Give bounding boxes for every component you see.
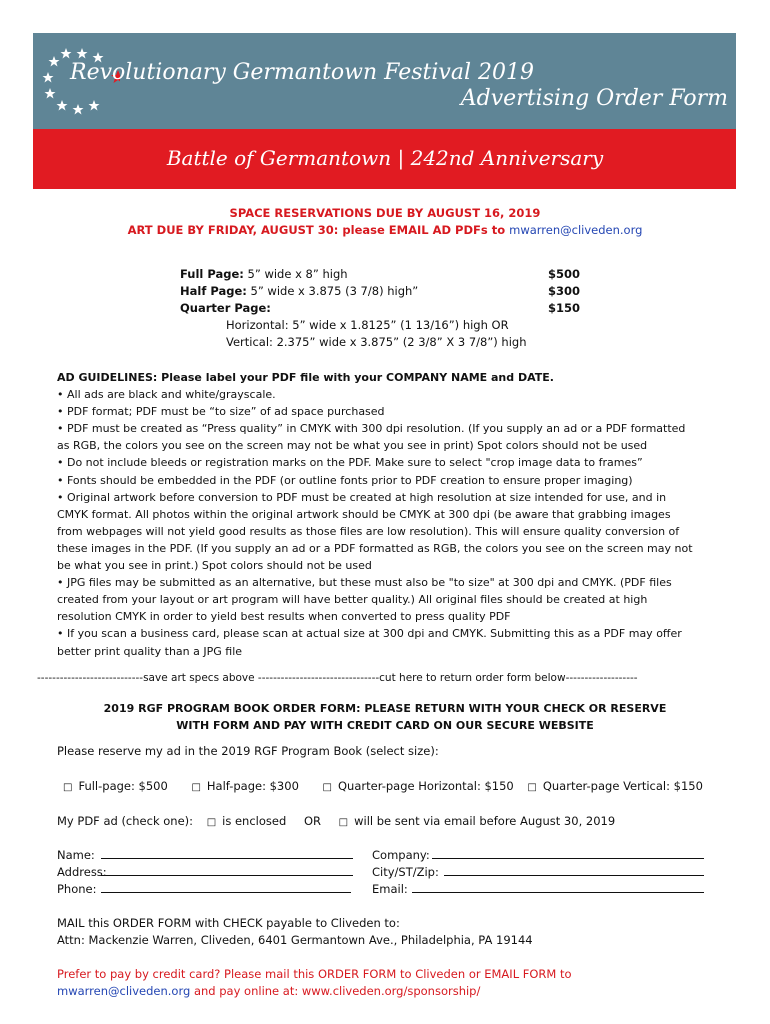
size-row-quarter xyxy=(180,300,580,317)
pdf-prompt: My PDF ad (check one): xyxy=(57,814,194,828)
size-row-quarter-horizontal: Horizontal: 5” wide x 1.8125” (1 13/16”) high OR xyxy=(226,318,509,332)
reserve-prompt: Please reserve my ad in the 2019 RGF Program Book (select size): xyxy=(57,744,439,758)
field-label: Address: xyxy=(57,865,107,879)
option-label: will be sent via email before August 30, 2019 xyxy=(354,814,616,828)
star-icon xyxy=(89,100,100,111)
checkbox[interactable]: □ xyxy=(206,817,217,828)
guideline-item: • Fonts should be embedded in the PDF (or outline fonts prior to PDF creation to ensure proper imaging) xyxy=(57,473,633,487)
field-label: Email: xyxy=(372,882,408,896)
cut-line: ----------------------------save art specs above --------------------------------cut here to return order form below------------------- xyxy=(37,672,638,684)
email-field[interactable] xyxy=(372,881,704,898)
size-option-full[interactable] xyxy=(63,779,168,793)
address-field[interactable] xyxy=(57,864,353,881)
option-label: Half-page: $300 xyxy=(206,779,299,793)
guideline-item: • JPG files may be submitted as an alternative, but these must also be "to size" at 300 dpi and CMYK. (PDF files created from your layout or art program will have better quality.) All original files should be created at high resolution CMYK in order to yield best results when converted to press quality PDF xyxy=(57,576,672,624)
star-icon xyxy=(61,48,72,59)
checkbox[interactable]: □ xyxy=(63,782,73,793)
form-title: Advertising Order Form xyxy=(460,86,728,111)
pdf-delivery-row xyxy=(57,814,615,828)
star-icon xyxy=(57,100,68,111)
option-label: Quarter-page Vertical: $150 xyxy=(542,779,703,793)
order-form-heading-line: 2019 RGF PROGRAM BOOK ORDER FORM: PLEASE RETURN WITH YOUR CHECK OR RESERVE xyxy=(103,702,667,715)
company-blank[interactable] xyxy=(432,848,704,859)
mail-line: MAIL this ORDER FORM with CHECK payable to Cliveden to: xyxy=(57,916,400,930)
pdf-or: OR xyxy=(303,814,321,828)
mail-address: Attn: Mackenzie Warren, Cliveden, 6401 Germantown Ave., Philadelphia, PA 19144 xyxy=(57,933,533,947)
option-label: Full-page: $500 xyxy=(78,779,168,793)
art-deadline-text: ART DUE BY FRIDAY, AUGUST 30: please EMAIL AD PDFs to xyxy=(127,223,510,237)
field-label: Phone: xyxy=(57,882,97,896)
anniversary-subtitle: Battle of Germantown | 242nd Anniversary xyxy=(166,146,604,170)
checkbox[interactable]: □ xyxy=(191,782,201,793)
size-option-quarter-vertical[interactable] xyxy=(527,779,703,793)
order-form-heading-line: WITH FORM AND PAY WITH CREDIT CARD ON OUR SECURE WEBSITE xyxy=(176,719,594,732)
size-row-half xyxy=(180,283,580,300)
art-deadline xyxy=(0,222,770,239)
size-label: Full Page: xyxy=(180,267,244,281)
guideline-item: • PDF must be created as “Press quality” in CMYK with 300 dpi resolution. (If you supply an ad or a PDF formatted as RGB, the colors you see on the screen may not be what you see in print) Spot colors should not be used xyxy=(57,422,686,453)
field-label: Company: xyxy=(372,848,430,862)
size-price: $150 xyxy=(547,301,580,315)
guidelines-heading: AD GUIDELINES: Please label your PDF file with your COMPANY NAME and DATE. xyxy=(57,371,554,384)
size-row-full xyxy=(180,266,580,283)
credit-email-link[interactable]: mwarren@cliveden.org xyxy=(57,984,191,998)
checkbox[interactable]: □ xyxy=(527,782,537,793)
credit-line: Prefer to pay by credit card? Please mail this ORDER FORM to Cliveden or EMAIL FORM to xyxy=(57,967,572,981)
mail-instructions xyxy=(57,915,533,949)
star-icon xyxy=(43,72,54,83)
city-state-zip-field[interactable] xyxy=(372,864,704,881)
contact-fields-left xyxy=(57,847,353,898)
size-options xyxy=(63,779,703,793)
guideline-item: • Do not include bleeds or registration marks on the PDF. Make sure to select "crop image data to frames” xyxy=(57,456,643,470)
field-label: Name: xyxy=(57,848,95,862)
deadlines xyxy=(0,205,770,239)
field-label: City/ST/Zip: xyxy=(372,865,439,879)
size-option-half[interactable] xyxy=(191,779,298,793)
guideline-item: • PDF format; PDF must be “to size” of ad space purchased xyxy=(57,405,385,419)
option-label: is enclosed xyxy=(222,814,287,828)
star-icon xyxy=(73,104,84,115)
phone-field[interactable] xyxy=(57,881,353,898)
space-deadline: SPACE RESERVATIONS DUE BY AUGUST 16, 2019 xyxy=(229,206,541,220)
name-blank[interactable] xyxy=(101,848,353,859)
credit-mid-text: and pay online at: xyxy=(190,984,302,998)
address-blank[interactable] xyxy=(101,865,353,876)
guideline-item: • All ads are black and white/grayscale. xyxy=(57,388,276,402)
ad-guidelines xyxy=(57,369,699,660)
guideline-item: • If you scan a business card, please scan at actual size at 300 dpi and CMYK. Submitting this as a PDF may offer better print quality than a JPG file xyxy=(57,627,682,658)
contact-fields-right xyxy=(372,847,704,898)
name-field[interactable] xyxy=(57,847,353,864)
checkbox[interactable]: □ xyxy=(338,817,349,828)
ad-size-list xyxy=(180,266,580,351)
pdf-option-email[interactable] xyxy=(339,814,616,828)
size-option-quarter-horizontal[interactable] xyxy=(323,779,514,793)
star-icon xyxy=(45,88,56,99)
pdf-option-enclosed[interactable] xyxy=(207,814,287,828)
credit-card-note xyxy=(57,966,572,1000)
size-dims: 5” wide x 8” high xyxy=(243,267,348,281)
star-icon xyxy=(49,56,60,67)
guideline-item: • Original artwork before conversion to PDF must be created at high resolution at size intended for use, and in CMYK format. All photos within the original artwork should be CMYK at 300 dpi (be aware that grabbing images from webpages will not yield good results as those files are low resolution). This will ensure quality conversion of these images in the PDF. (If you supply an ad or a PDF formatted as RGB, the colors you see on the screen may not be what you see in print.) Spot colors should not be used xyxy=(57,490,693,573)
sponsorship-url-link[interactable]: www.cliveden.org/sponsorship/ xyxy=(301,984,481,998)
phone-blank[interactable] xyxy=(101,882,351,893)
size-price: $500 xyxy=(547,267,580,281)
star-icon xyxy=(77,48,88,59)
art-email-link[interactable]: mwarren@cliveden.org xyxy=(509,223,643,237)
company-field[interactable] xyxy=(372,847,704,864)
email-blank[interactable] xyxy=(412,882,704,893)
credit-line-2 xyxy=(57,983,572,1000)
checkbox[interactable]: □ xyxy=(322,782,332,793)
city-blank[interactable] xyxy=(444,865,704,876)
festival-title: Revolutionary Germantown Festival 2019 xyxy=(70,60,534,85)
size-row-quarter-vertical: Vertical: 2.375” wide x 3.875” (2 3/8” X 3 7/8”) high xyxy=(226,335,527,349)
size-dims: 5” wide x 3.875 (3 7/8) high” xyxy=(246,284,419,298)
option-label: Quarter-page Horizontal: $150 xyxy=(338,779,514,793)
size-price: $300 xyxy=(547,284,580,298)
order-form-heading xyxy=(0,700,770,734)
size-label: Quarter Page: xyxy=(180,301,271,315)
size-label: Half Page: xyxy=(180,284,247,298)
